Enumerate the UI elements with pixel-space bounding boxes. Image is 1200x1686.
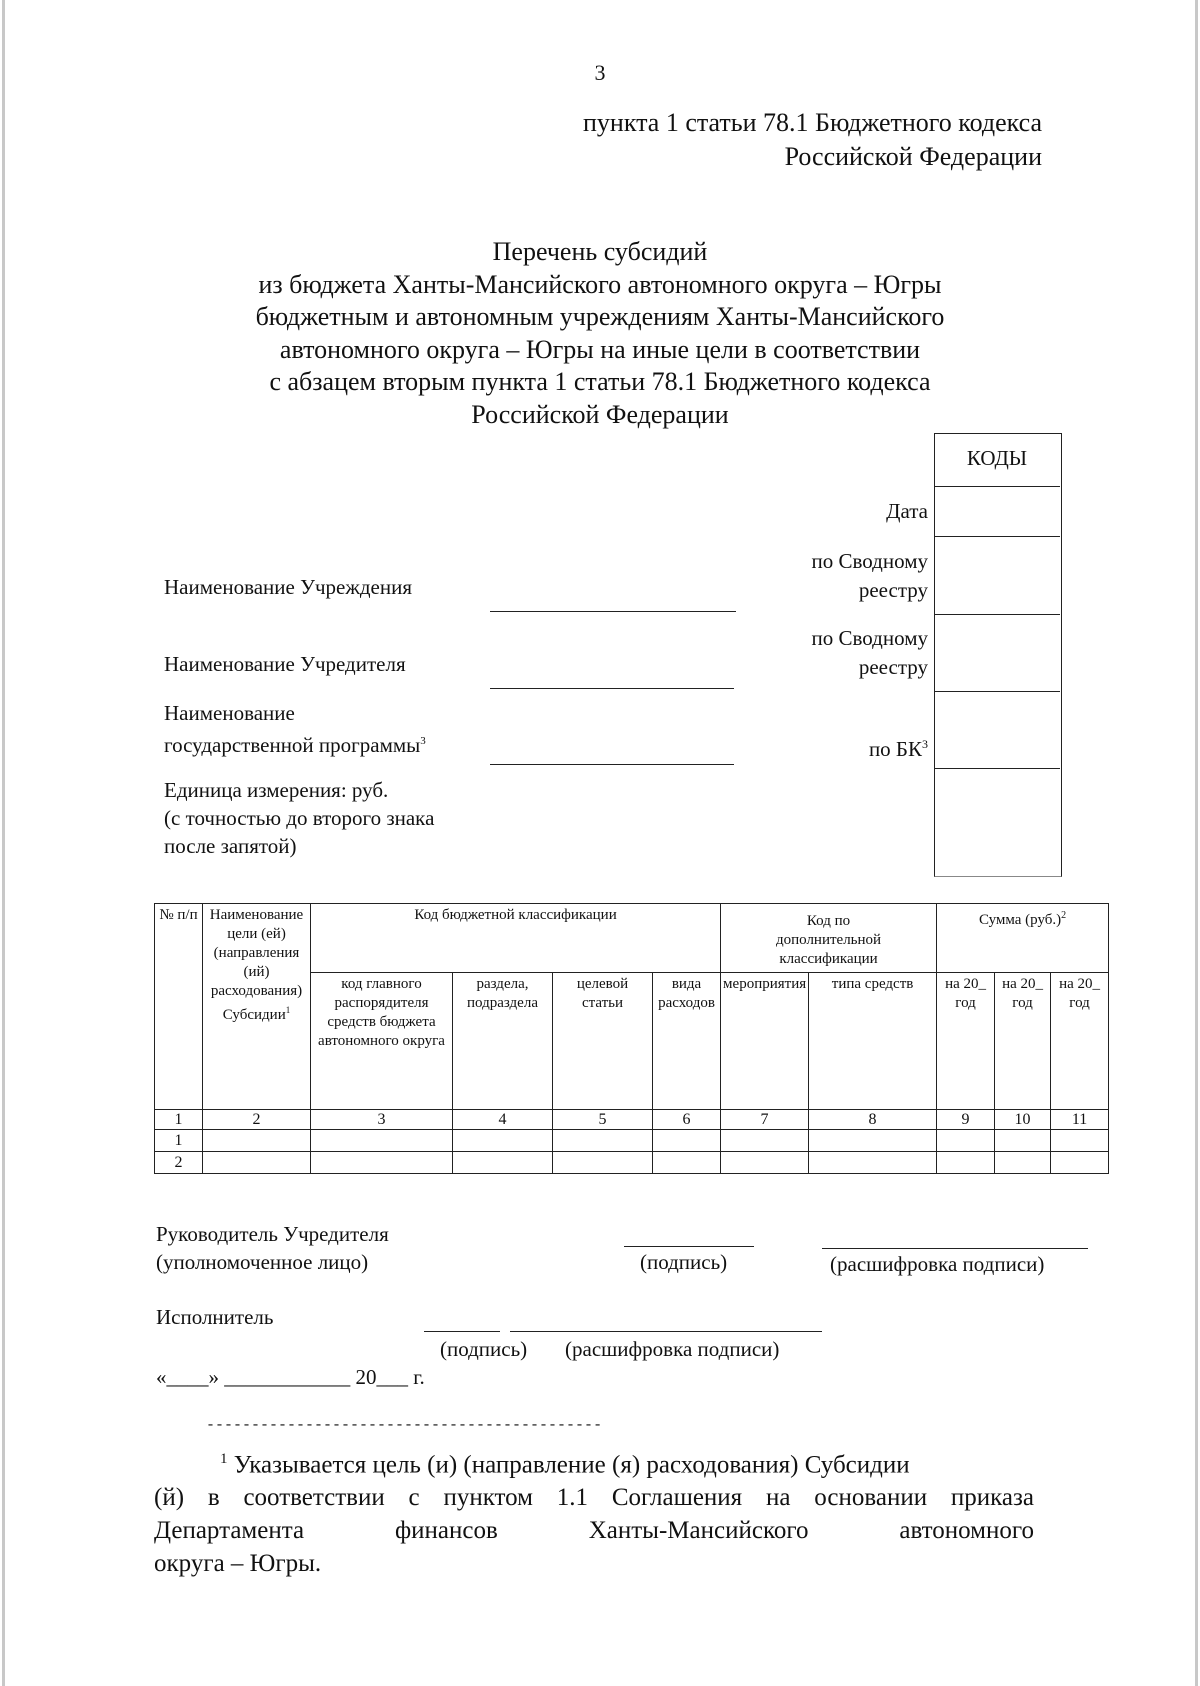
th-kbk: Код бюджетной классификации — [311, 904, 721, 973]
table-cell — [311, 1152, 453, 1174]
signature-caption: (подпись) — [640, 1250, 728, 1274]
field-institution-line — [490, 611, 736, 612]
table-cell — [937, 1130, 995, 1152]
col-number: 6 — [653, 1110, 721, 1130]
table-cell — [721, 1152, 809, 1174]
col-number: 2 — [203, 1110, 311, 1130]
field-founder-line — [490, 688, 734, 689]
codes-divider-5 — [934, 768, 1060, 769]
title-line-3: бюджетным и автономным учреждениям Ханты-Мансийского — [255, 302, 945, 331]
field-unit-label — [164, 776, 434, 860]
col-number: 9 — [937, 1110, 995, 1130]
codes-divider-2 — [934, 536, 1060, 537]
codes-divider-4 — [934, 691, 1060, 692]
table-cell — [553, 1152, 653, 1174]
col-number: 5 — [553, 1110, 653, 1130]
title-line-1: Перечень субсидий — [492, 237, 708, 266]
date-line: «____» ____________ 20___ г. — [156, 1365, 425, 1389]
row-number: 2 — [155, 1152, 203, 1174]
title-line-2: из бюджета Ханты-Мансийского автономного округа – Югры — [258, 269, 942, 299]
table-cell — [1051, 1152, 1109, 1174]
executor-signature-caption: (подпись) — [440, 1337, 528, 1361]
footnote-line-3: Департамента финансов Ханты-Мансийского автономного — [154, 1517, 1034, 1545]
table-cell — [721, 1130, 809, 1152]
th-year-3: на 20_ год — [1051, 973, 1109, 1110]
codes-box — [934, 433, 1062, 877]
codes-divider-1 — [934, 486, 1060, 487]
executor-signature-line — [424, 1331, 500, 1332]
field-unit-line1: Единица измерения: руб. — [164, 778, 389, 802]
title-line-5: с абзацем вторым пункта 1 статьи 78.1 Бюджетного кодекса — [269, 367, 931, 396]
table-cell — [553, 1130, 653, 1152]
th-razdel: раздела, подраздела — [453, 973, 553, 1110]
table-cell — [1051, 1130, 1109, 1152]
head-of-founder — [156, 1220, 389, 1276]
col-number: 10 — [995, 1110, 1051, 1130]
col-number: 8 — [809, 1110, 937, 1130]
th-tip: типа средств — [809, 973, 937, 1110]
code-label-date: Дата — [886, 499, 928, 523]
table-cell — [653, 1152, 721, 1174]
table-cell — [995, 1130, 1051, 1152]
code-label-bk-text: по БК — [868, 737, 922, 761]
header-reference — [583, 106, 1042, 174]
th-name-sup: 1 — [285, 1005, 291, 1015]
code-label-bk — [668, 730, 928, 764]
table-cell — [453, 1130, 553, 1152]
field-program-label — [164, 699, 426, 759]
signature-line — [624, 1246, 754, 1247]
codes-divider-3 — [934, 614, 1060, 615]
th-year-1: на 20_ год — [937, 973, 995, 1110]
table-cell — [809, 1152, 937, 1174]
table-row — [155, 1152, 1109, 1174]
col-number: 7 — [721, 1110, 809, 1130]
codes-header: КОДЫ — [966, 446, 1028, 470]
code-label-svod-2 — [668, 624, 928, 682]
th-vid: вида расходов — [653, 973, 721, 1110]
row-number: 1 — [155, 1130, 203, 1152]
footnote — [154, 1443, 1034, 1580]
table-cell — [937, 1152, 995, 1174]
col-number: 1 — [155, 1110, 203, 1130]
th-sum-text: Сумма (руб.) — [978, 912, 1062, 928]
footnote-line-4: округа – Югры. — [154, 1550, 322, 1578]
header-line-1: пункта 1 статьи 78.1 Бюджетного кодекса — [583, 108, 1042, 137]
code-label-bk-sup: 3 — [922, 737, 928, 751]
field-program-sup: 3 — [420, 735, 426, 747]
table-cell — [311, 1130, 453, 1152]
decoding-line — [822, 1248, 1088, 1249]
executor-decoding-line — [510, 1331, 822, 1332]
field-unit-line2: (с точностью до второго знака — [164, 806, 435, 830]
th-number: № п/п — [155, 904, 203, 1110]
table-row — [155, 1130, 1109, 1152]
table-column-numbers — [155, 1110, 1109, 1130]
field-institution-label: Наименование Учреждения — [164, 575, 412, 599]
code-label-svod-2-line1: по Сводному — [811, 626, 928, 650]
table-header-row-1 — [155, 904, 1109, 973]
col-number: 11 — [1051, 1110, 1109, 1130]
field-program-line — [490, 764, 734, 765]
th-cel: целевой статьи — [553, 973, 653, 1110]
document-title — [0, 236, 1200, 431]
head-line-2: (уполномоченное лицо) — [156, 1250, 369, 1274]
table-cell — [995, 1152, 1051, 1174]
title-line-6: Российской Федерации — [471, 399, 729, 429]
field-program-line2: государственной программы — [164, 733, 421, 757]
th-dop: Код по дополнительной классификации — [721, 904, 937, 973]
th-sum — [937, 904, 1109, 973]
footnote-line-2: (й) в соответствии с пунктом 1.1 Соглашения на основании приказа — [154, 1484, 1034, 1512]
footnote-number: 1 — [220, 1451, 228, 1467]
th-year-2: на 20_ год — [995, 973, 1051, 1110]
budget-classification-table — [154, 903, 1109, 1174]
th-name — [203, 904, 311, 1110]
code-label-svod-2-line2: реестру — [858, 655, 928, 679]
head-line-1: Руководитель Учредителя — [156, 1222, 389, 1246]
th-sum-sup: 2 — [1061, 910, 1067, 921]
th-mer: мероприятия — [721, 973, 809, 1110]
col-number: 3 — [311, 1110, 453, 1130]
footnote-separator: -------------------------------------------- — [206, 1417, 603, 1434]
table-cell — [203, 1130, 311, 1152]
code-label-svod-1-line2: реестру — [858, 578, 928, 602]
table-cell — [203, 1152, 311, 1174]
th-name-text: Наименование цели (ей) (направления (ий) расходования) Субсидии — [209, 907, 304, 1023]
table-cell — [653, 1130, 721, 1152]
table-cell — [809, 1130, 937, 1152]
executor-decoding-caption: (расшифровка подписи) — [565, 1337, 780, 1361]
title-line-4: автономного округа – Югры на иные цели в соответствии — [279, 334, 921, 364]
footnote-line-1: Указывается цель (и) (направление (я) расходования) Субсидии — [227, 1451, 910, 1479]
field-program-line1: Наименование — [164, 701, 295, 725]
code-label-svod-1 — [668, 547, 928, 605]
decoding-caption: (расшифровка подписи) — [830, 1252, 1045, 1276]
field-unit-line3: после запятой) — [164, 834, 297, 858]
th-grbs: код главного распорядителя средств бюджета автономного округа — [311, 973, 453, 1110]
header-line-2: Российской Федерации — [784, 142, 1042, 171]
executor-label: Исполнитель — [156, 1305, 274, 1329]
code-label-svod-1-line1: по Сводному — [811, 549, 928, 573]
table-cell — [453, 1152, 553, 1174]
field-founder-label: Наименование Учредителя — [164, 652, 406, 676]
col-number: 4 — [453, 1110, 553, 1130]
page-number: 3 — [594, 60, 606, 85]
